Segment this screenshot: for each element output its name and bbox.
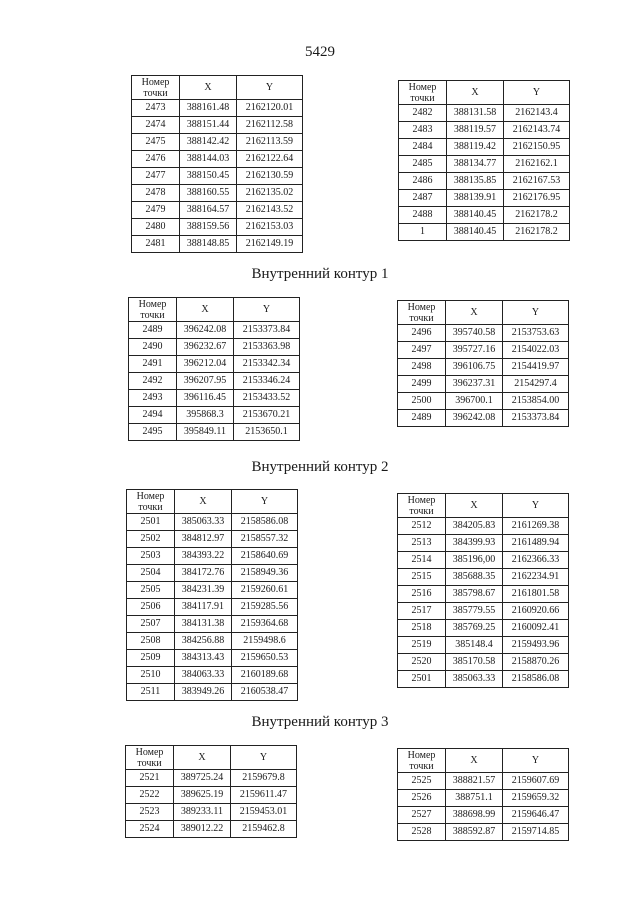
table-row: [132, 168, 303, 185]
x-coordinate-cell: 385170.58: [446, 654, 503, 671]
x-coordinate-cell: 384117.91: [175, 599, 232, 616]
x-coordinate-cell: 388161.48: [180, 100, 237, 117]
header-y: Y: [232, 490, 298, 514]
y-coordinate-cell: 2162113.59: [237, 134, 303, 151]
x-coordinate-cell: 384063.33: [175, 667, 232, 684]
x-coordinate-cell: 383949.26: [175, 684, 232, 701]
y-coordinate-cell: 2161269.38: [503, 518, 569, 535]
table-row: [127, 582, 298, 599]
header-point-number: Номер точки: [127, 490, 175, 514]
x-coordinate-cell: 388151.44: [180, 117, 237, 134]
y-coordinate-cell: 2161489.94: [503, 535, 569, 552]
section-title: Внутренний контур 1: [251, 266, 389, 282]
point-number-cell: 2494: [129, 407, 177, 424]
point-number-cell: 2520: [398, 654, 446, 671]
x-coordinate-cell: 384313.43: [175, 650, 232, 667]
point-number-cell: 2500: [398, 393, 446, 410]
table-header-row: [399, 81, 570, 105]
point-number-cell: 2486: [399, 173, 447, 190]
header-x: X: [446, 494, 503, 518]
table-row: [399, 224, 570, 241]
table-row: [127, 684, 298, 701]
table-row: [126, 821, 297, 838]
point-number-cell: 2526: [398, 790, 446, 807]
table-row: [398, 807, 569, 824]
header-x: X: [177, 298, 234, 322]
x-coordinate-cell: 389233.11: [174, 804, 231, 821]
header-point-number: Номер точки: [129, 298, 177, 322]
table-row: [398, 773, 569, 790]
point-number-cell: 2523: [126, 804, 174, 821]
table-row: [129, 322, 300, 339]
x-coordinate-cell: 384205.83: [446, 518, 503, 535]
header-x: X: [175, 490, 232, 514]
y-coordinate-cell: 2159607.69: [503, 773, 569, 790]
y-coordinate-cell: 2159493.96: [503, 637, 569, 654]
table-row: [126, 770, 297, 787]
y-coordinate-cell: 2162149.19: [237, 236, 303, 253]
x-coordinate-cell: 396242.08: [446, 410, 503, 427]
point-number-cell: 2487: [399, 190, 447, 207]
x-coordinate-cell: 388751.1: [446, 790, 503, 807]
x-coordinate-cell: 389625.19: [174, 787, 231, 804]
y-coordinate-cell: 2160092.41: [503, 620, 569, 637]
x-coordinate-cell: 385688.35: [446, 569, 503, 586]
table-row: [398, 603, 569, 620]
x-coordinate-cell: 396700.1: [446, 393, 503, 410]
x-coordinate-cell: 388159.56: [180, 219, 237, 236]
y-coordinate-cell: 2154297.4: [503, 376, 569, 393]
x-coordinate-cell: 388119.57: [447, 122, 504, 139]
point-number-cell: 2482: [399, 105, 447, 122]
page-number: 5429: [305, 44, 335, 60]
x-coordinate-cell: 388140.45: [447, 224, 504, 241]
table-row: [132, 100, 303, 117]
x-coordinate-cell: 396242.08: [177, 322, 234, 339]
point-number-cell: 2521: [126, 770, 174, 787]
table-row: [132, 134, 303, 151]
point-number-cell: 2502: [127, 531, 175, 548]
y-coordinate-cell: 2162167.53: [504, 173, 570, 190]
y-coordinate-cell: 2162135.02: [237, 185, 303, 202]
x-coordinate-cell: 388821.57: [446, 773, 503, 790]
x-coordinate-cell: 388119.42: [447, 139, 504, 156]
table-row: [398, 824, 569, 841]
point-number-cell: 2474: [132, 117, 180, 134]
y-coordinate-cell: 2162143.52: [237, 202, 303, 219]
header-x: X: [174, 746, 231, 770]
point-number-cell: 2489: [129, 322, 177, 339]
table-row: [127, 616, 298, 633]
y-coordinate-cell: 2160538.47: [232, 684, 298, 701]
table-row: [132, 151, 303, 168]
table-row: [399, 156, 570, 173]
x-coordinate-cell: 396237.31: [446, 376, 503, 393]
y-coordinate-cell: 2158870.26: [503, 654, 569, 671]
table-row: [127, 599, 298, 616]
point-number-cell: 1: [399, 224, 447, 241]
y-coordinate-cell: 2161801.58: [503, 586, 569, 603]
y-coordinate-cell: 2162143.74: [504, 122, 570, 139]
point-number-cell: 2501: [398, 671, 446, 688]
y-coordinate-cell: 2158640.69: [232, 548, 298, 565]
point-number-cell: 2516: [398, 586, 446, 603]
y-coordinate-cell: 2162122.64: [237, 151, 303, 168]
point-number-cell: 2525: [398, 773, 446, 790]
table-row: [399, 190, 570, 207]
coordinate-table: [125, 745, 297, 838]
point-number-cell: 2477: [132, 168, 180, 185]
x-coordinate-cell: 388150.45: [180, 168, 237, 185]
x-coordinate-cell: 395849.11: [177, 424, 234, 441]
header-y: Y: [237, 76, 303, 100]
table-row: [398, 552, 569, 569]
x-coordinate-cell: 385063.33: [446, 671, 503, 688]
table-row: [398, 637, 569, 654]
y-coordinate-cell: 2153650.1: [234, 424, 300, 441]
point-number-cell: 2495: [129, 424, 177, 441]
y-coordinate-cell: 2153433.52: [234, 390, 300, 407]
table-row: [127, 633, 298, 650]
header-x: X: [180, 76, 237, 100]
section-title: Внутренний контур 3: [251, 714, 389, 730]
point-number-cell: 2490: [129, 339, 177, 356]
y-coordinate-cell: 2162176.95: [504, 190, 570, 207]
coordinate-table: [397, 300, 569, 427]
table-header-row: [126, 746, 297, 770]
table-row: [127, 667, 298, 684]
point-number-cell: 2483: [399, 122, 447, 139]
x-coordinate-cell: 385063.33: [175, 514, 232, 531]
y-coordinate-cell: 2162162.1: [504, 156, 570, 173]
x-coordinate-cell: 396106.75: [446, 359, 503, 376]
table-row: [399, 173, 570, 190]
table-header-row: [398, 494, 569, 518]
y-coordinate-cell: 2162234.91: [503, 569, 569, 586]
y-coordinate-cell: 2153373.84: [503, 410, 569, 427]
coordinate-table: [398, 80, 570, 241]
y-coordinate-cell: 2159679.8: [231, 770, 297, 787]
y-coordinate-cell: 2158586.08: [232, 514, 298, 531]
x-coordinate-cell: 388134.77: [447, 156, 504, 173]
point-number-cell: 2510: [127, 667, 175, 684]
y-coordinate-cell: 2153346.24: [234, 373, 300, 390]
header-y: Y: [503, 301, 569, 325]
table-row: [132, 202, 303, 219]
y-coordinate-cell: 2162178.2: [504, 207, 570, 224]
y-coordinate-cell: 2159453.01: [231, 804, 297, 821]
header-point-number: Номер точки: [132, 76, 180, 100]
x-coordinate-cell: 384399.93: [446, 535, 503, 552]
y-coordinate-cell: 2153854.00: [503, 393, 569, 410]
y-coordinate-cell: 2159498.6: [232, 633, 298, 650]
x-coordinate-cell: 396212.04: [177, 356, 234, 373]
table-row: [398, 790, 569, 807]
y-coordinate-cell: 2159650.53: [232, 650, 298, 667]
point-number-cell: 2527: [398, 807, 446, 824]
coordinate-table: [126, 489, 298, 701]
x-coordinate-cell: 396207.95: [177, 373, 234, 390]
point-number-cell: 2475: [132, 134, 180, 151]
y-coordinate-cell: 2162366.33: [503, 552, 569, 569]
y-coordinate-cell: 2159462.8: [231, 821, 297, 838]
x-coordinate-cell: 388131.58: [447, 105, 504, 122]
header-x: X: [446, 301, 503, 325]
point-number-cell: 2485: [399, 156, 447, 173]
table-row: [127, 531, 298, 548]
point-number-cell: 2515: [398, 569, 446, 586]
point-number-cell: 2492: [129, 373, 177, 390]
y-coordinate-cell: 2159285.56: [232, 599, 298, 616]
y-coordinate-cell: 2162178.2: [504, 224, 570, 241]
x-coordinate-cell: 384393.22: [175, 548, 232, 565]
y-coordinate-cell: 2160189.68: [232, 667, 298, 684]
y-coordinate-cell: 2159260.61: [232, 582, 298, 599]
point-number-cell: 2504: [127, 565, 175, 582]
x-coordinate-cell: 388148.85: [180, 236, 237, 253]
table-row: [127, 548, 298, 565]
table-row: [398, 671, 569, 688]
header-point-number: Номер точки: [399, 81, 447, 105]
header-x: X: [446, 749, 503, 773]
y-coordinate-cell: 2159646.47: [503, 807, 569, 824]
x-coordinate-cell: 385779.55: [446, 603, 503, 620]
header-point-number: Номер точки: [398, 301, 446, 325]
y-coordinate-cell: 2162153.03: [237, 219, 303, 236]
y-coordinate-cell: 2153670.21: [234, 407, 300, 424]
table-header-row: [398, 301, 569, 325]
x-coordinate-cell: 388160.55: [180, 185, 237, 202]
table-row: [129, 390, 300, 407]
y-coordinate-cell: 2154022.03: [503, 342, 569, 359]
table-row: [398, 376, 569, 393]
y-coordinate-cell: 2159659.32: [503, 790, 569, 807]
point-number-cell: 2493: [129, 390, 177, 407]
table-header-row: [132, 76, 303, 100]
x-coordinate-cell: 384131.38: [175, 616, 232, 633]
x-coordinate-cell: 389725.24: [174, 770, 231, 787]
point-number-cell: 2497: [398, 342, 446, 359]
x-coordinate-cell: 396232.67: [177, 339, 234, 356]
point-number-cell: 2501: [127, 514, 175, 531]
point-number-cell: 2488: [399, 207, 447, 224]
x-coordinate-cell: 388592.87: [446, 824, 503, 841]
x-coordinate-cell: 385798.67: [446, 586, 503, 603]
header-point-number: Номер точки: [398, 749, 446, 773]
y-coordinate-cell: 2162143.4: [504, 105, 570, 122]
table-row: [129, 407, 300, 424]
table-row: [132, 185, 303, 202]
x-coordinate-cell: 388144.03: [180, 151, 237, 168]
y-coordinate-cell: 2159611.47: [231, 787, 297, 804]
x-coordinate-cell: 389012.22: [174, 821, 231, 838]
table-row: [398, 359, 569, 376]
table-row: [127, 650, 298, 667]
header-y: Y: [503, 749, 569, 773]
point-number-cell: 2508: [127, 633, 175, 650]
point-number-cell: 2505: [127, 582, 175, 599]
point-number-cell: 2519: [398, 637, 446, 654]
table-header-row: [127, 490, 298, 514]
point-number-cell: 2524: [126, 821, 174, 838]
table-row: [132, 117, 303, 134]
table-row: [398, 410, 569, 427]
point-number-cell: 2479: [132, 202, 180, 219]
point-number-cell: 2522: [126, 787, 174, 804]
point-number-cell: 2481: [132, 236, 180, 253]
point-number-cell: 2513: [398, 535, 446, 552]
x-coordinate-cell: 384231.39: [175, 582, 232, 599]
point-number-cell: 2518: [398, 620, 446, 637]
table-row: [129, 424, 300, 441]
y-coordinate-cell: 2154419.97: [503, 359, 569, 376]
header-y: Y: [234, 298, 300, 322]
table-row: [398, 654, 569, 671]
table-row: [398, 518, 569, 535]
x-coordinate-cell: 388164.57: [180, 202, 237, 219]
table-header-row: [398, 749, 569, 773]
section-title: Внутренний контур 2: [251, 459, 389, 475]
header-y: Y: [503, 494, 569, 518]
point-number-cell: 2491: [129, 356, 177, 373]
table-row: [127, 565, 298, 582]
x-coordinate-cell: 388139.91: [447, 190, 504, 207]
point-number-cell: 2507: [127, 616, 175, 633]
coordinate-table: [397, 493, 569, 688]
coordinate-table: [128, 297, 300, 441]
point-number-cell: 2511: [127, 684, 175, 701]
y-coordinate-cell: 2153342.34: [234, 356, 300, 373]
y-coordinate-cell: 2158586.08: [503, 671, 569, 688]
point-number-cell: 2514: [398, 552, 446, 569]
y-coordinate-cell: 2159714.85: [503, 824, 569, 841]
point-number-cell: 2506: [127, 599, 175, 616]
y-coordinate-cell: 2159364.68: [232, 616, 298, 633]
x-coordinate-cell: 388698.99: [446, 807, 503, 824]
table-row: [398, 569, 569, 586]
point-number-cell: 2489: [398, 410, 446, 427]
point-number-cell: 2484: [399, 139, 447, 156]
table-row: [129, 339, 300, 356]
table-row: [126, 804, 297, 821]
x-coordinate-cell: 385769.25: [446, 620, 503, 637]
coordinate-table: [397, 748, 569, 841]
y-coordinate-cell: 2162112.58: [237, 117, 303, 134]
point-number-cell: 2503: [127, 548, 175, 565]
header-x: X: [447, 81, 504, 105]
point-number-cell: 2480: [132, 219, 180, 236]
table-row: [132, 236, 303, 253]
table-row: [399, 139, 570, 156]
header-point-number: Номер точки: [126, 746, 174, 770]
point-number-cell: 2528: [398, 824, 446, 841]
point-number-cell: 2512: [398, 518, 446, 535]
header-y: Y: [504, 81, 570, 105]
y-coordinate-cell: 2162150.95: [504, 139, 570, 156]
x-coordinate-cell: 384812.97: [175, 531, 232, 548]
point-number-cell: 2517: [398, 603, 446, 620]
y-coordinate-cell: 2153373.84: [234, 322, 300, 339]
table-row: [398, 620, 569, 637]
y-coordinate-cell: 2162120.01: [237, 100, 303, 117]
table-row: [399, 207, 570, 224]
y-coordinate-cell: 2158557.32: [232, 531, 298, 548]
table-row: [398, 342, 569, 359]
x-coordinate-cell: 395727.16: [446, 342, 503, 359]
x-coordinate-cell: 385148.4: [446, 637, 503, 654]
header-point-number: Номер точки: [398, 494, 446, 518]
table-row: [129, 373, 300, 390]
x-coordinate-cell: 395740.58: [446, 325, 503, 342]
table-row: [126, 787, 297, 804]
table-row: [398, 535, 569, 552]
table-row: [398, 325, 569, 342]
table-row: [398, 586, 569, 603]
point-number-cell: 2478: [132, 185, 180, 202]
point-number-cell: 2499: [398, 376, 446, 393]
table-row: [399, 105, 570, 122]
y-coordinate-cell: 2153753.63: [503, 325, 569, 342]
x-coordinate-cell: 395868.3: [177, 407, 234, 424]
table-row: [127, 514, 298, 531]
x-coordinate-cell: 384256.88: [175, 633, 232, 650]
y-coordinate-cell: 2153363.98: [234, 339, 300, 356]
point-number-cell: 2476: [132, 151, 180, 168]
y-coordinate-cell: 2162130.59: [237, 168, 303, 185]
table-header-row: [129, 298, 300, 322]
point-number-cell: 2509: [127, 650, 175, 667]
point-number-cell: 2473: [132, 100, 180, 117]
x-coordinate-cell: 388135.85: [447, 173, 504, 190]
table-row: [399, 122, 570, 139]
table-row: [132, 219, 303, 236]
header-y: Y: [231, 746, 297, 770]
y-coordinate-cell: 2158949.36: [232, 565, 298, 582]
point-number-cell: 2498: [398, 359, 446, 376]
x-coordinate-cell: 388142.42: [180, 134, 237, 151]
coordinate-table: [131, 75, 303, 253]
x-coordinate-cell: 396116.45: [177, 390, 234, 407]
table-row: [129, 356, 300, 373]
x-coordinate-cell: 384172.76: [175, 565, 232, 582]
table-row: [398, 393, 569, 410]
point-number-cell: 2496: [398, 325, 446, 342]
y-coordinate-cell: 2160920.66: [503, 603, 569, 620]
x-coordinate-cell: 388140.45: [447, 207, 504, 224]
x-coordinate-cell: 385196,00: [446, 552, 503, 569]
